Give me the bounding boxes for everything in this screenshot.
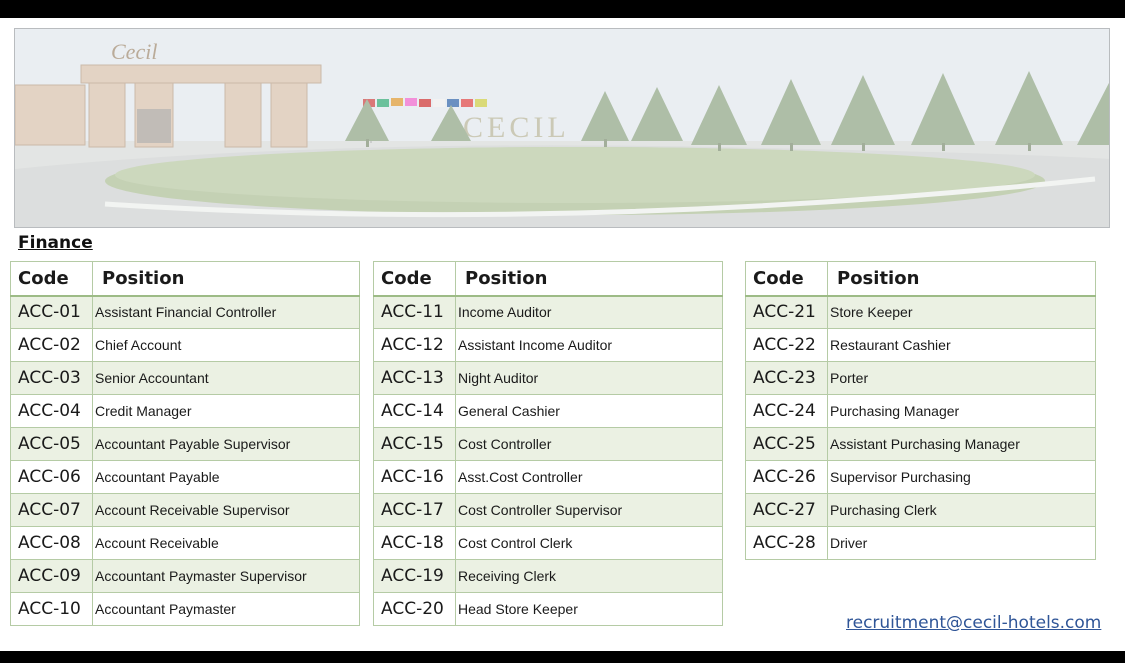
position-title: Supervisor Purchasing xyxy=(828,461,1096,494)
position-title: Accountant Payable Supervisor xyxy=(93,428,360,461)
position-code: ACC-04 xyxy=(11,395,93,428)
position-code: ACC-12 xyxy=(374,329,456,362)
position-title: Accountant Paymaster xyxy=(93,593,360,626)
table-row xyxy=(11,296,360,329)
position-code: ACC-02 xyxy=(11,329,93,362)
position-code: ACC-22 xyxy=(746,329,828,362)
position-title: Income Auditor xyxy=(456,296,723,329)
position-code: ACC-17 xyxy=(374,494,456,527)
position-title: Receiving Clerk xyxy=(456,560,723,593)
table-row xyxy=(746,527,1096,560)
table-row xyxy=(374,362,723,395)
position-title: Cost Controller Supervisor xyxy=(456,494,723,527)
position-title: Assistant Purchasing Manager xyxy=(828,428,1096,461)
column-header-position: Position xyxy=(828,262,1096,296)
position-code: ACC-23 xyxy=(746,362,828,395)
position-code: ACC-25 xyxy=(746,428,828,461)
table-row xyxy=(746,494,1096,527)
position-code: ACC-19 xyxy=(374,560,456,593)
position-title: Restaurant Cashier xyxy=(828,329,1096,362)
hotel-entrance-banner xyxy=(14,28,1110,228)
table-row xyxy=(374,494,723,527)
cecil-sign: CECIL xyxy=(463,111,570,144)
position-code: ACC-24 xyxy=(746,395,828,428)
position-title: Night Auditor xyxy=(456,362,723,395)
table-row xyxy=(374,428,723,461)
table-row xyxy=(11,593,360,626)
table-row xyxy=(11,461,360,494)
gate-logo: Cecil xyxy=(111,39,158,64)
position-title: Porter xyxy=(828,362,1096,395)
position-code: ACC-28 xyxy=(746,527,828,560)
position-code: ACC-09 xyxy=(11,560,93,593)
position-title: Chief Account xyxy=(93,329,360,362)
position-title: Assistant Income Auditor xyxy=(456,329,723,362)
position-code: ACC-21 xyxy=(746,296,828,329)
column-header-code: Code xyxy=(11,262,93,296)
position-title: Cost Controller xyxy=(456,428,723,461)
table-row xyxy=(11,362,360,395)
position-title: Accountant Payable xyxy=(93,461,360,494)
position-title: Senior Accountant xyxy=(93,362,360,395)
table-row xyxy=(11,428,360,461)
table-row xyxy=(11,395,360,428)
table-header-row xyxy=(746,262,1096,296)
column-header-position: Position xyxy=(456,262,723,296)
position-code: ACC-26 xyxy=(746,461,828,494)
table-row xyxy=(374,560,723,593)
position-title: Driver xyxy=(828,527,1096,560)
table-row xyxy=(374,329,723,362)
positions-table-1 xyxy=(10,261,360,626)
position-code: ACC-07 xyxy=(11,494,93,527)
table-row xyxy=(746,461,1096,494)
position-code: ACC-13 xyxy=(374,362,456,395)
table-row xyxy=(11,329,360,362)
column-header-position: Position xyxy=(93,262,360,296)
section-title: Finance xyxy=(18,233,93,253)
position-title: Accountant Paymaster Supervisor xyxy=(93,560,360,593)
positions-table-3 xyxy=(745,261,1096,560)
position-code: ACC-18 xyxy=(374,527,456,560)
table-row xyxy=(11,494,360,527)
table-row xyxy=(374,593,723,626)
position-code: ACC-15 xyxy=(374,428,456,461)
position-title: Head Store Keeper xyxy=(456,593,723,626)
position-title: Store Keeper xyxy=(828,296,1096,329)
position-code: ACC-08 xyxy=(11,527,93,560)
position-code: ACC-06 xyxy=(11,461,93,494)
position-code: ACC-05 xyxy=(11,428,93,461)
column-header-code: Code xyxy=(746,262,828,296)
position-title: Assistant Financial Controller xyxy=(93,296,360,329)
position-title: Cost Control Clerk xyxy=(456,527,723,560)
position-title: Account Receivable Supervisor xyxy=(93,494,360,527)
table-row xyxy=(374,296,723,329)
position-code: ACC-03 xyxy=(11,362,93,395)
table-row xyxy=(11,527,360,560)
table-row xyxy=(374,461,723,494)
bottom-black-bar xyxy=(0,651,1125,663)
position-code: ACC-16 xyxy=(374,461,456,494)
table-row xyxy=(746,329,1096,362)
position-title: Purchasing Manager xyxy=(828,395,1096,428)
table-row xyxy=(11,560,360,593)
table-row xyxy=(746,428,1096,461)
table-row xyxy=(374,527,723,560)
positions-table-2 xyxy=(373,261,723,626)
table-row xyxy=(746,362,1096,395)
position-code: ACC-01 xyxy=(11,296,93,329)
position-code: ACC-14 xyxy=(374,395,456,428)
top-black-bar xyxy=(0,0,1125,18)
position-title: Purchasing Clerk xyxy=(828,494,1096,527)
column-header-code: Code xyxy=(374,262,456,296)
table-header-row xyxy=(374,262,723,296)
position-code: ACC-20 xyxy=(374,593,456,626)
table-row xyxy=(746,395,1096,428)
position-title: Asst.Cost Controller xyxy=(456,461,723,494)
position-code: ACC-27 xyxy=(746,494,828,527)
position-code: ACC-11 xyxy=(374,296,456,329)
position-title: Credit Manager xyxy=(93,395,360,428)
position-title: General Cashier xyxy=(456,395,723,428)
table-row xyxy=(374,395,723,428)
position-title: Account Receivable xyxy=(93,527,360,560)
position-code: ACC-10 xyxy=(11,593,93,626)
recruitment-email-link[interactable]: recruitment@cecil-hotels.com xyxy=(846,613,1102,633)
table-header-row xyxy=(11,262,360,296)
table-row xyxy=(746,296,1096,329)
